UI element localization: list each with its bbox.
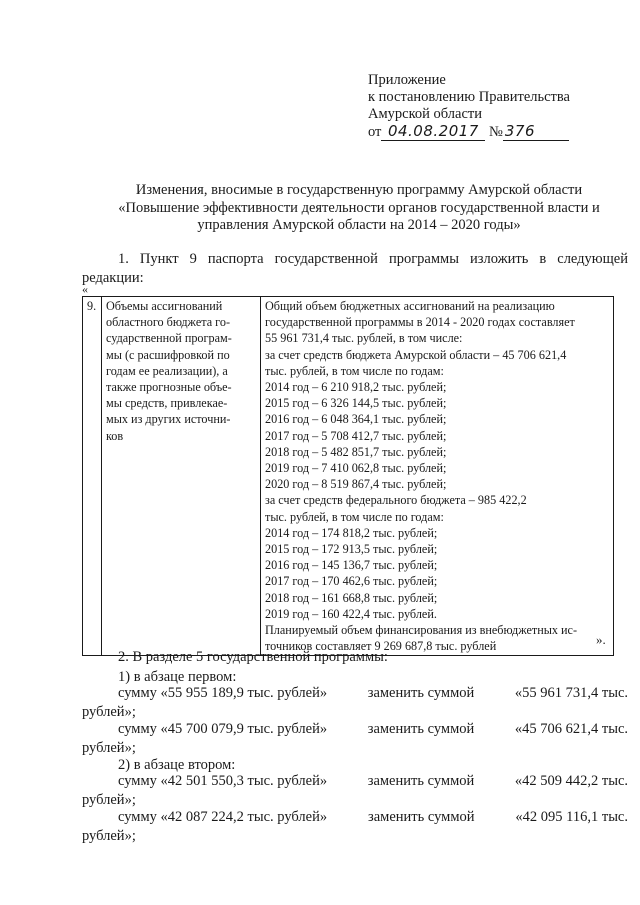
replacement-1: сумму «55 955 189,9 тыс. рублей» заменить суммой «55 961 731,4 тыс. рублей»;	[82, 685, 628, 720]
appendix-date-number	[368, 123, 570, 141]
title-line-1: Изменения, вносимые в государственную программу Амурской области	[135, 182, 583, 198]
table-row	[83, 297, 614, 656]
number-prefix: №	[489, 124, 503, 140]
replacement-2: сумму «45 700 079,9 тыс. рублей» заменить суммой «45 706 621,4 тыс. рублей»;	[82, 721, 628, 756]
row-number: 9.	[83, 297, 102, 656]
paragraph-1: 1. Пункт 9 паспорта государственной программы изложить в следующей редакции:	[82, 251, 628, 286]
appendix-decree: к постановлению Правительства	[368, 89, 570, 105]
section-2-item-1: 1) в абзаце первом:	[118, 669, 237, 685]
appendix-region: Амурской области	[368, 106, 482, 122]
handwritten-number: 376	[503, 123, 569, 141]
replacement-3: сумму «42 501 550,3 тыс. рублей» заменить суммой «42 509 442,2 тыс. рублей»;	[82, 773, 628, 808]
title-line-2: «Повышение эффективности деятельности органов государственной власти и	[118, 199, 600, 216]
document-title	[90, 182, 628, 235]
quote-close: ».	[596, 632, 606, 647]
section-2-heading: 2. В разделе 5 государственной программы:	[118, 649, 388, 665]
date-prefix: от	[368, 124, 382, 140]
passport-table	[82, 296, 614, 656]
handwritten-date: 04.08.2017	[381, 123, 485, 141]
row-name-cell: Объемы ассигнований областного бюджета го- сударственной програм- мы (с расшифровкой по годам ее реализации), а также прогнозные объе- мы средств, привлекае- мых из других источни- ков	[102, 297, 261, 656]
appendix-header	[368, 72, 570, 141]
replacement-4: сумму «42 087 224,2 тыс. рублей» заменить суммой «42 095 116,1 тыс. рублей»;	[82, 809, 628, 844]
row-content-cell: Общий объем бюджетных ассигнований на реализацию государственной программы в 2014 - 2020 годах составляет 55 961 731,4 тыс. рублей, в том числе: за счет средств бюджета Амурской области – 45 706 621,4 тыс. рублей, в том числе по годам: 2014 год – 6 210 918,2 тыс. рублей; 2015 год – 6 326 144,5 тыс. рублей; 2016 год – 6 048 364,1 тыс. рублей; 2017 год – 5 708 412,7 тыс. рублей; 2018 год – 5 482 851,7 тыс. рублей; 2019 год – 7 410 062,8 тыс. рублей; 2020 год – 8 519 867,4 тыс. рублей; за счет средств федерального бюджета – 985 422,2 тыс. рублей, в том числе по годам: 2014 год – 174 818,2 тыс. рублей; 2015 год – 172 913,5 тыс. рублей; 2016 год – 145 136,7 тыс. рублей; 2017 год – 170 462,6 тыс. рублей; 2018 год – 161 668,8 тыс. рублей; 2019 год – 160 422,4 тыс. рублей. Планируемый объем финансирования из внебюджетных ис- точников составляет 9 269 687,8 тыс. рублей	[261, 297, 614, 656]
quote-open: «	[82, 282, 88, 296]
title-line-3: управления Амурской области на 2014 – 2020 годы»	[197, 217, 521, 233]
appendix-title: Приложение	[368, 72, 446, 88]
section-2-item-2: 2) в абзаце втором:	[118, 757, 236, 773]
